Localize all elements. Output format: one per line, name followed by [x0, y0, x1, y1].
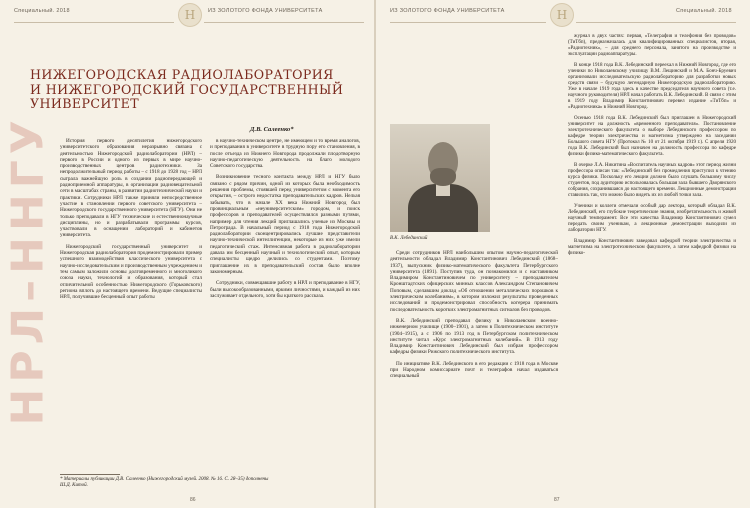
paragraph: В очерке Л.А. Никитина «Воспитатель научных кадров» этот период жизни профессора описан так: «Лебединский без промедления приступил к чтению курса физики. Поскольку его лекции должно было слушать большому числу студентов, под аудиторию использовалась большая зала бывшего Дворянского собрания, сохранившаяся до настоящего времени. Лекционные демонстрации ставились так, что можно было видеть их из любой точки зала. — [568, 163, 736, 198]
paragraph: Возникновение тесного контакта между НРЛ и НГУ было связано с рядом причин, одной из которых была необходимость решения проблемы, стоявшей перед университетом с момента его открытия, – острого недостатка преподавательских кадров. Нельзя забывать, что в начале XX века Нижний Новгород был провинциальным «неуниверситетским» городом, и поиск профессоров и преподавателей осуществлялся разными путями, например для чтения лекций приглашались ученые из Москвы и Петрограда. В начальный период с 1918 года Нижегородской радиолаборатории сконцентрировались лучшие представители научно-технической интеллигенции, некоторые из них уже имели педагогический стаж. Интенсивная работа в радиолаборатории давала им бесценный научный и технологический опыт, которым специалисты щедро делились со студентами. Поэтому приглашение их в преподавательский состав было вполне закономерным. — [210, 174, 360, 275]
paragraph: журнал в двух частях: первая, «Телеграфия и телефония без проводов» (ТиТбп), предназначалась для квалифицированных специалистов, вторая, «Радиотехник», – для среднего персонала, занятого на производстве и эксплуатации радиоаппаратуры. — [568, 34, 736, 57]
university-emblem-icon: Н — [178, 3, 202, 27]
right-column-2 — [568, 34, 736, 262]
photo-caption: В.К. Лебединский — [390, 236, 428, 241]
right-header-section: ИЗ ЗОЛОТОГО ФОНДА УНИВЕРСИТЕТА — [390, 8, 505, 14]
header-rule — [390, 22, 546, 23]
header-rule — [576, 22, 736, 23]
header-rule — [204, 22, 364, 23]
article-title: НИЖЕГОРОДСКАЯ РАДИОЛАБОРАТОРИЯ И НИЖЕГОРОДСКИЙ ГОСУДАРСТВЕННЫЙ УНИВЕРСИТЕТ — [30, 67, 344, 111]
footnote: * Материалы публикации Д.В. Салеенко (Нижегородский музей. 2008. № 16. С. 28–35) дополнены Ш.Д. Китой. — [60, 477, 269, 488]
left-page — [0, 0, 374, 508]
paragraph: В конце 1918 года В.К. Лебединский переехал в Нижний Новгород, где его ученики по Николаевскому училищу В.М. Лещинский и М.А. Бонч-Бруевич организовали исследовательскую радиолабораторию для разработки новых средств связи – будущую легендарную Нижегородскую радиолабораторию. Уже в начале 1919 года здесь в качестве председателя научного совета (т.е. научного руководителя) НРЛ начал работать В.К. Лебединский. В связи с этим в 1919 году Владимир Константинович перевел издание «ТиТбп» и «Радиотехника» в Нижний Новгород. — [568, 63, 736, 110]
right-header-issue: Специальный. 2018 — [676, 8, 732, 14]
paragraph: По инициативе В.К. Лебединского в его редакции с 1918 года в Москве при Народном комиссариате почт и телеграфов начал издаваться специальный — [390, 360, 558, 380]
footnote-rule — [60, 474, 120, 475]
paragraph: Ученики и коллеги отмечали особый дар лектора, который обладал В.К. Лебединский, его глубокие теоретические знания, изобретательность и живой научный темперамент. Все эти качества Владимир Константинович сумел передать своим ученикам, а лекционные демонстрации выходили из лаборатории НГУ. — [568, 204, 736, 233]
left-column-2 — [210, 138, 360, 304]
paragraph: В.К. Лебединский преподавал физику в Николаевском военно-инженерном училище (1900–1901), а затем в Политехническом институте (1904–1915), а с 1906 по 1913 год в Петербургском политехническом институте читал «Курс электромагнитных колебаний». В 1913 году Владимир Константинович Лебединский был избран профессором кафедры физики Рижского политехнического института. — [390, 317, 558, 356]
right-column-1 — [390, 250, 558, 385]
university-emblem-icon: Н — [550, 3, 574, 27]
left-column-1 — [60, 138, 202, 305]
paragraph: Сотрудники, совмещавшие работу в НРЛ и преподавание в НГУ, были высокообразованными, яркими личностями, и каждый из них заслуживает отдельного, хотя бы краткого рассказа. — [210, 280, 360, 299]
paragraph: Владимир Константинович заведовал кафедрой теории электричества и магнетизма на электротехническом факультете, а затем кафедрой физики на физико- — [568, 239, 736, 256]
header-rule — [14, 22, 174, 23]
paragraph: История первого десятилетия нижегородского университетского образования неразрывно связана с деятельностью Нижегородской радиолаборатории (НРЛ) – первого в России и одного из первых в мире научно-производственных центров радиотехники. За непродолжительный период работы – с 1918 до 1928 год – НРЛ сыграла важнейшую роль в создании радиопередающей и радиоприемной аппаратуры, в организации радиовещательной сети в масштабах страны, в развитии радиотехнической науки и практики. Сотрудники НРЛ также приняли непосредственное участие в становлении первого советского университета – Нижегородского государственного университета (НГУ). Они не только преподавали в НГУ технические и естественнонаучные дисциплины, но и разрабатывали программы курсов, участвовали в оснащении лабораторий и кабинетов университета. — [60, 138, 203, 239]
portrait-photo — [390, 124, 490, 232]
page-number: 87 — [554, 497, 560, 503]
left-header-section: ИЗ ЗОЛОТОГО ФОНДА УНИВЕРСИТЕТА — [208, 8, 323, 14]
page-number: 86 — [190, 497, 196, 503]
paragraph: Среди сотрудников НРЛ наибольшим опытом научно-педагогической деятельности обладал Владимир Константинович Лебединский (1868–1937), выпускник физико-математического факультета Петербургского университета (1891). Поступив туда, он познакомился и с наставником Владимиром Константиновичем по университету – преподавателем Кронштадтских офицерских минных классов Александром Степановичем Поповым, сделавшим доклад «Об отношении металлических порошков к электрическим колебаниям», в котором изложил результаты проведенных исследований и продемонстрировал способность когерера принимать последовательность коротких электромагнитных сигналов без проводов. — [390, 250, 558, 313]
vertical-title: НРЛ–ННГУ — [2, 114, 54, 426]
right-page — [376, 0, 750, 508]
left-header-issue: Специальный. 2018 — [14, 8, 70, 14]
article-author: Д.В. Салеенко* — [250, 126, 294, 133]
paragraph: Нижегородский государственный университет и Нижегородская радиолаборатория продемонстрировали пример успешного взаимодействия классического университета с научно-исследовательским и производственным учреждением и тем самым заложили основы долговременного и многоликого союза науки, технологий и образования, который стал отличительной особенностью Нижегородского (Горьковского) региона вплоть до настоящего времени. Ведущие специалисты НРЛ, получившие бесценный опыт работы — [60, 243, 202, 301]
paragraph: в научно-техническом центре, не имеющем и то время аналогов, и преподавания в университете в трудную пору его становления, в после отъезда из Нижнего Новгорода продолжали плодотворную научно-педагогическую деятельность на благо молодого Советского государства. — [210, 138, 360, 170]
paragraph: Осенью 1918 года В.К. Лебединский был приглашен в Нижегородский университет на должность «временного преподавателя». Постановление электротехнического факультета о выборе Лебединского профессором по кафедре теории электричества и магнетизма утверждено на заседании Большого совета НГУ (Протокол № 10 от 21 октября 1919 г.). С апреля 1920 года В.К. Лебединский был назначен на должность профессора по кафедре физики физико-математического факультета. — [568, 116, 736, 157]
